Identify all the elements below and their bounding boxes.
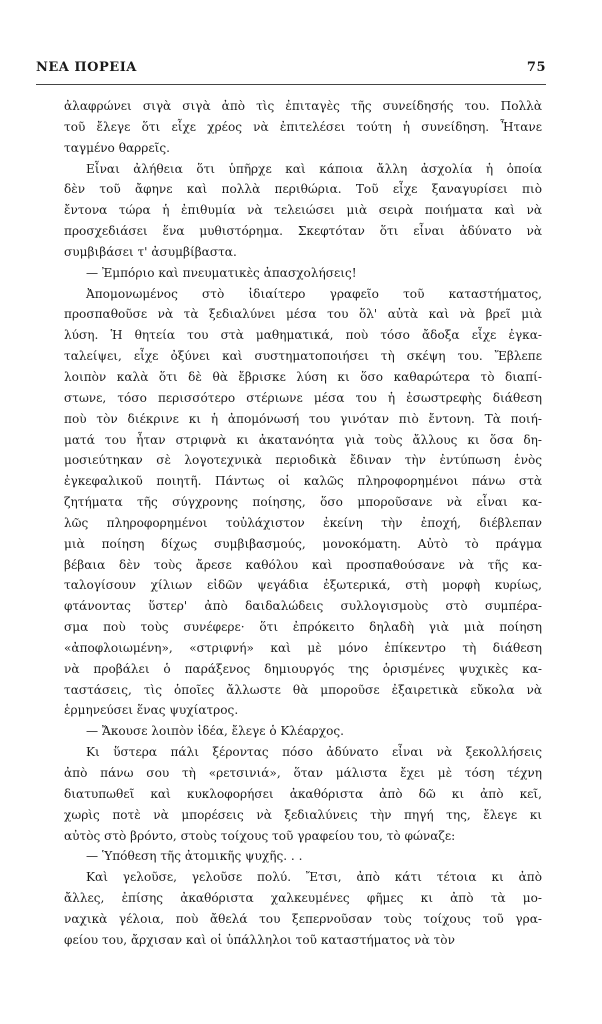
paragraph [64,867,542,950]
header-rule [36,84,546,85]
text-line: αὐτὸς στὸ βρόντο, στοὺς τοίχους τοῦ γραφείου του, τὸ φώναζε: [64,828,456,843]
paragraph [64,742,542,846]
journal-title: ΝΕΑ ΠΟΡΕΙΑ [36,60,137,75]
text-line: διατυπωθεῖ καὶ κυκλοφορήσει ἀκαθόριστα ἀπὸ δῶ κι ἀπὸ κεῖ, [64,786,542,801]
text-line: Εἶναι ἀλήθεια ὅτι ὑπῆρχε καὶ κάποια ἄλλη ἀσχολία ἡ ὁποία [86,161,542,176]
page-number: 75 [526,60,546,75]
text-line: — Ὑπόθεση τῆς ἀτομικῆς ψυχῆς. . . [86,849,303,864]
text-line: ταλογίσουν χίλιων εἰδῶν ψεγάδια ἐξωτερικά, στὴ μορφὴ κυρίως, [64,578,542,593]
text-line: — Ἄκουσε λοιπὸν ἰδέα, ἔλεγε ὁ Κλέαρχος. [86,724,344,739]
text-line: νὰ προβάλει ὁ παράξενος δημιουργός της ὁρισμένες ψυχικὲς κα- [64,661,542,676]
text-line: Κι ὕστερα πάλι ξέροντας πόσο ἀδύνατο εἶναι νὰ ξεκολλήσεις [86,745,542,760]
paragraph [64,846,542,867]
text-line: μοσιεύτηκαν σὲ λογοτεχνικὰ περιοδικὰ ἔδιναν τὴν ἐντύπωση ἑνὸς [64,453,542,468]
text-line: φείου του, ἄρχισαν καὶ οἱ ὑπάλληλοι τοῦ καταστήματος νὰ τὸν [64,932,455,947]
text-line: φτάνοντας ὕστερ' ἀπὸ δαιδαλώδεις συλλογισμοὺς στὸ συμπέρα- [64,599,542,614]
text-line: ταγμένο θαρρεῖς. [64,140,170,155]
paragraph [64,721,542,742]
text-line: — Ἐμπόριο καὶ πνευματικὲς ἀπασχολήσεις! [86,265,357,280]
text-line: Ἀπομονωμένος στὸ ἰδιαίτερο γραφεῖο τοῦ καταστήματος, [86,286,542,301]
text-line: συμβιβάσει τ' ἀσυμβίβαστα. [64,244,237,259]
text-line: χωρὶς ποτὲ νὰ μπορέσεις νὰ ξεδιαλύνεις τὴν πηγή της, ἔλεγε κι [64,807,542,822]
paragraph [64,284,542,722]
text-line: ταστάσεις, τὶς ὁποῖες ἄλλωστε θὰ μποροῦσε ἐξαιρετικὰ εὔκολα νὰ [64,682,542,697]
text-line: ἑρμηνεύσει ἕνας ψυχίατρος. [64,703,239,718]
text-line: ἄλλες, ἐπίσης ἀκαθόριστα χαλκευμένες φῆμες κι ἀπὸ τὰ μο- [64,891,542,906]
text-line: ἔντονα τώρα ἡ ἐπιθυμία νὰ τελειώσει μιὰ σειρὰ ποιήματα καὶ νὰ [64,203,542,218]
text-line: λύση. Ἡ θητεία του στὰ μαθηματικά, ποὺ τόσο ἄδοξα εἶχε ἐγκα- [64,328,542,343]
text-line: «ἀποφλοιωμένη», «στριφνή» καὶ μὲ μόνο ἐπίκεντρο τὴ διάθεση [64,640,542,655]
text-line: βέβαια δὲν τοὺς ἄρεσε καθόλου καὶ προσπαθούσανε νὰ τῆς κα- [64,557,542,572]
text-line: ματά του ἦταν στριφνὰ κι ἀκατανόητα γιὰ τοὺς ἄλλους κι ὅσα δη- [64,432,542,447]
text-line: σμα ποὺ τοὺς συνέφερε· ὅτι ἐπρόκειτο δηλαδὴ γιὰ μιὰ ποίηση [64,620,542,635]
paragraph [64,96,542,159]
paragraph [64,159,542,263]
text-line: λῶς πληροφορημένοι τοὐλάχιστον ἐκείνη τὴν ἐποχή, διέβλεπαν [64,515,542,530]
text-line: δὲν τοῦ ἄφηνε καὶ πολλὰ περιθώρια. Τοῦ εἶχε ξαναγυρίσει πιὸ [64,182,542,197]
text-line: ἐγκεφαλικοῦ ποιητῆ. Πάντως οἱ καλῶς πληροφορημένοι πάνω στὰ [64,474,542,489]
text-line: τοῦ ἔλεγε ὅτι εἶχε χρέος νὰ ἐπιτελέσει τούτη ἡ συνείδηση. Ἦτανε [64,119,542,134]
text-line: ναχικὰ γέλοια, ποὺ ἄθελά του ξεπερνοῦσαν τοὺς τοίχους τοῦ γρα- [64,911,542,926]
paragraph [64,263,542,284]
text-line: Καὶ γελοῦσε, γελοῦσε πολύ. Ἔτσι, ἀπὸ κάτι τέτοια κι ἀπὸ [86,870,542,885]
body-text [64,96,542,951]
text-line: ζητήματα τῆς σύγχρονης ποίησης, ὅσο μποροῦσανε νὰ εἶναι κα- [64,495,542,510]
text-line: ταλείψει, εἶχε ὀξύνει καὶ συστηματοποιήσει τὴ σκέψη του. Ἔβλεπε [64,349,542,364]
text-line: λοιπὸν καλὰ ὅτι δὲ θὰ ἔβρισκε λύση κι ὅσο καθαρώτερα τὸ διαπί- [64,369,542,384]
text-line: προσπαθοῦσε νὰ τὰ ξεδιαλύνει μέσα του ὅλ' αὐτὰ καὶ νὰ βρεῖ μιὰ [64,307,542,322]
text-line: ἀλαφρώνει σιγὰ σιγὰ ἀπὸ τὶς ἐπιταγὲς τῆς συνείδησής του. Πολλὰ [64,99,542,113]
text-line: προσχεδιάσει ἕνα μυθιστόρημα. Σκεφτόταν ὅτι εἶναι ἀδύνατο νὰ [64,224,542,239]
text-line: ποὺ τὸν διέκρινε κι ἡ ἀπομόνωσή του γινόταν πιὸ ἔντονη. Τὰ ποιή- [64,411,542,426]
running-head [36,60,546,80]
text-line: ἀπὸ πάνω σου τὴ «ρετσινιά», ὅταν μάλιστα ἔχει μὲ τόση τέχνη [64,766,542,780]
text-line: μιὰ ποίηση δίχως συμβιβασμούς, μονοκόματη. Αὐτὸ τὸ πράγμα [64,536,542,551]
text-line: στωνε, τόσο περισσότερο στέριωνε μέσα του ἡ ἐσωστρεφὴς διάθεση [64,390,542,405]
